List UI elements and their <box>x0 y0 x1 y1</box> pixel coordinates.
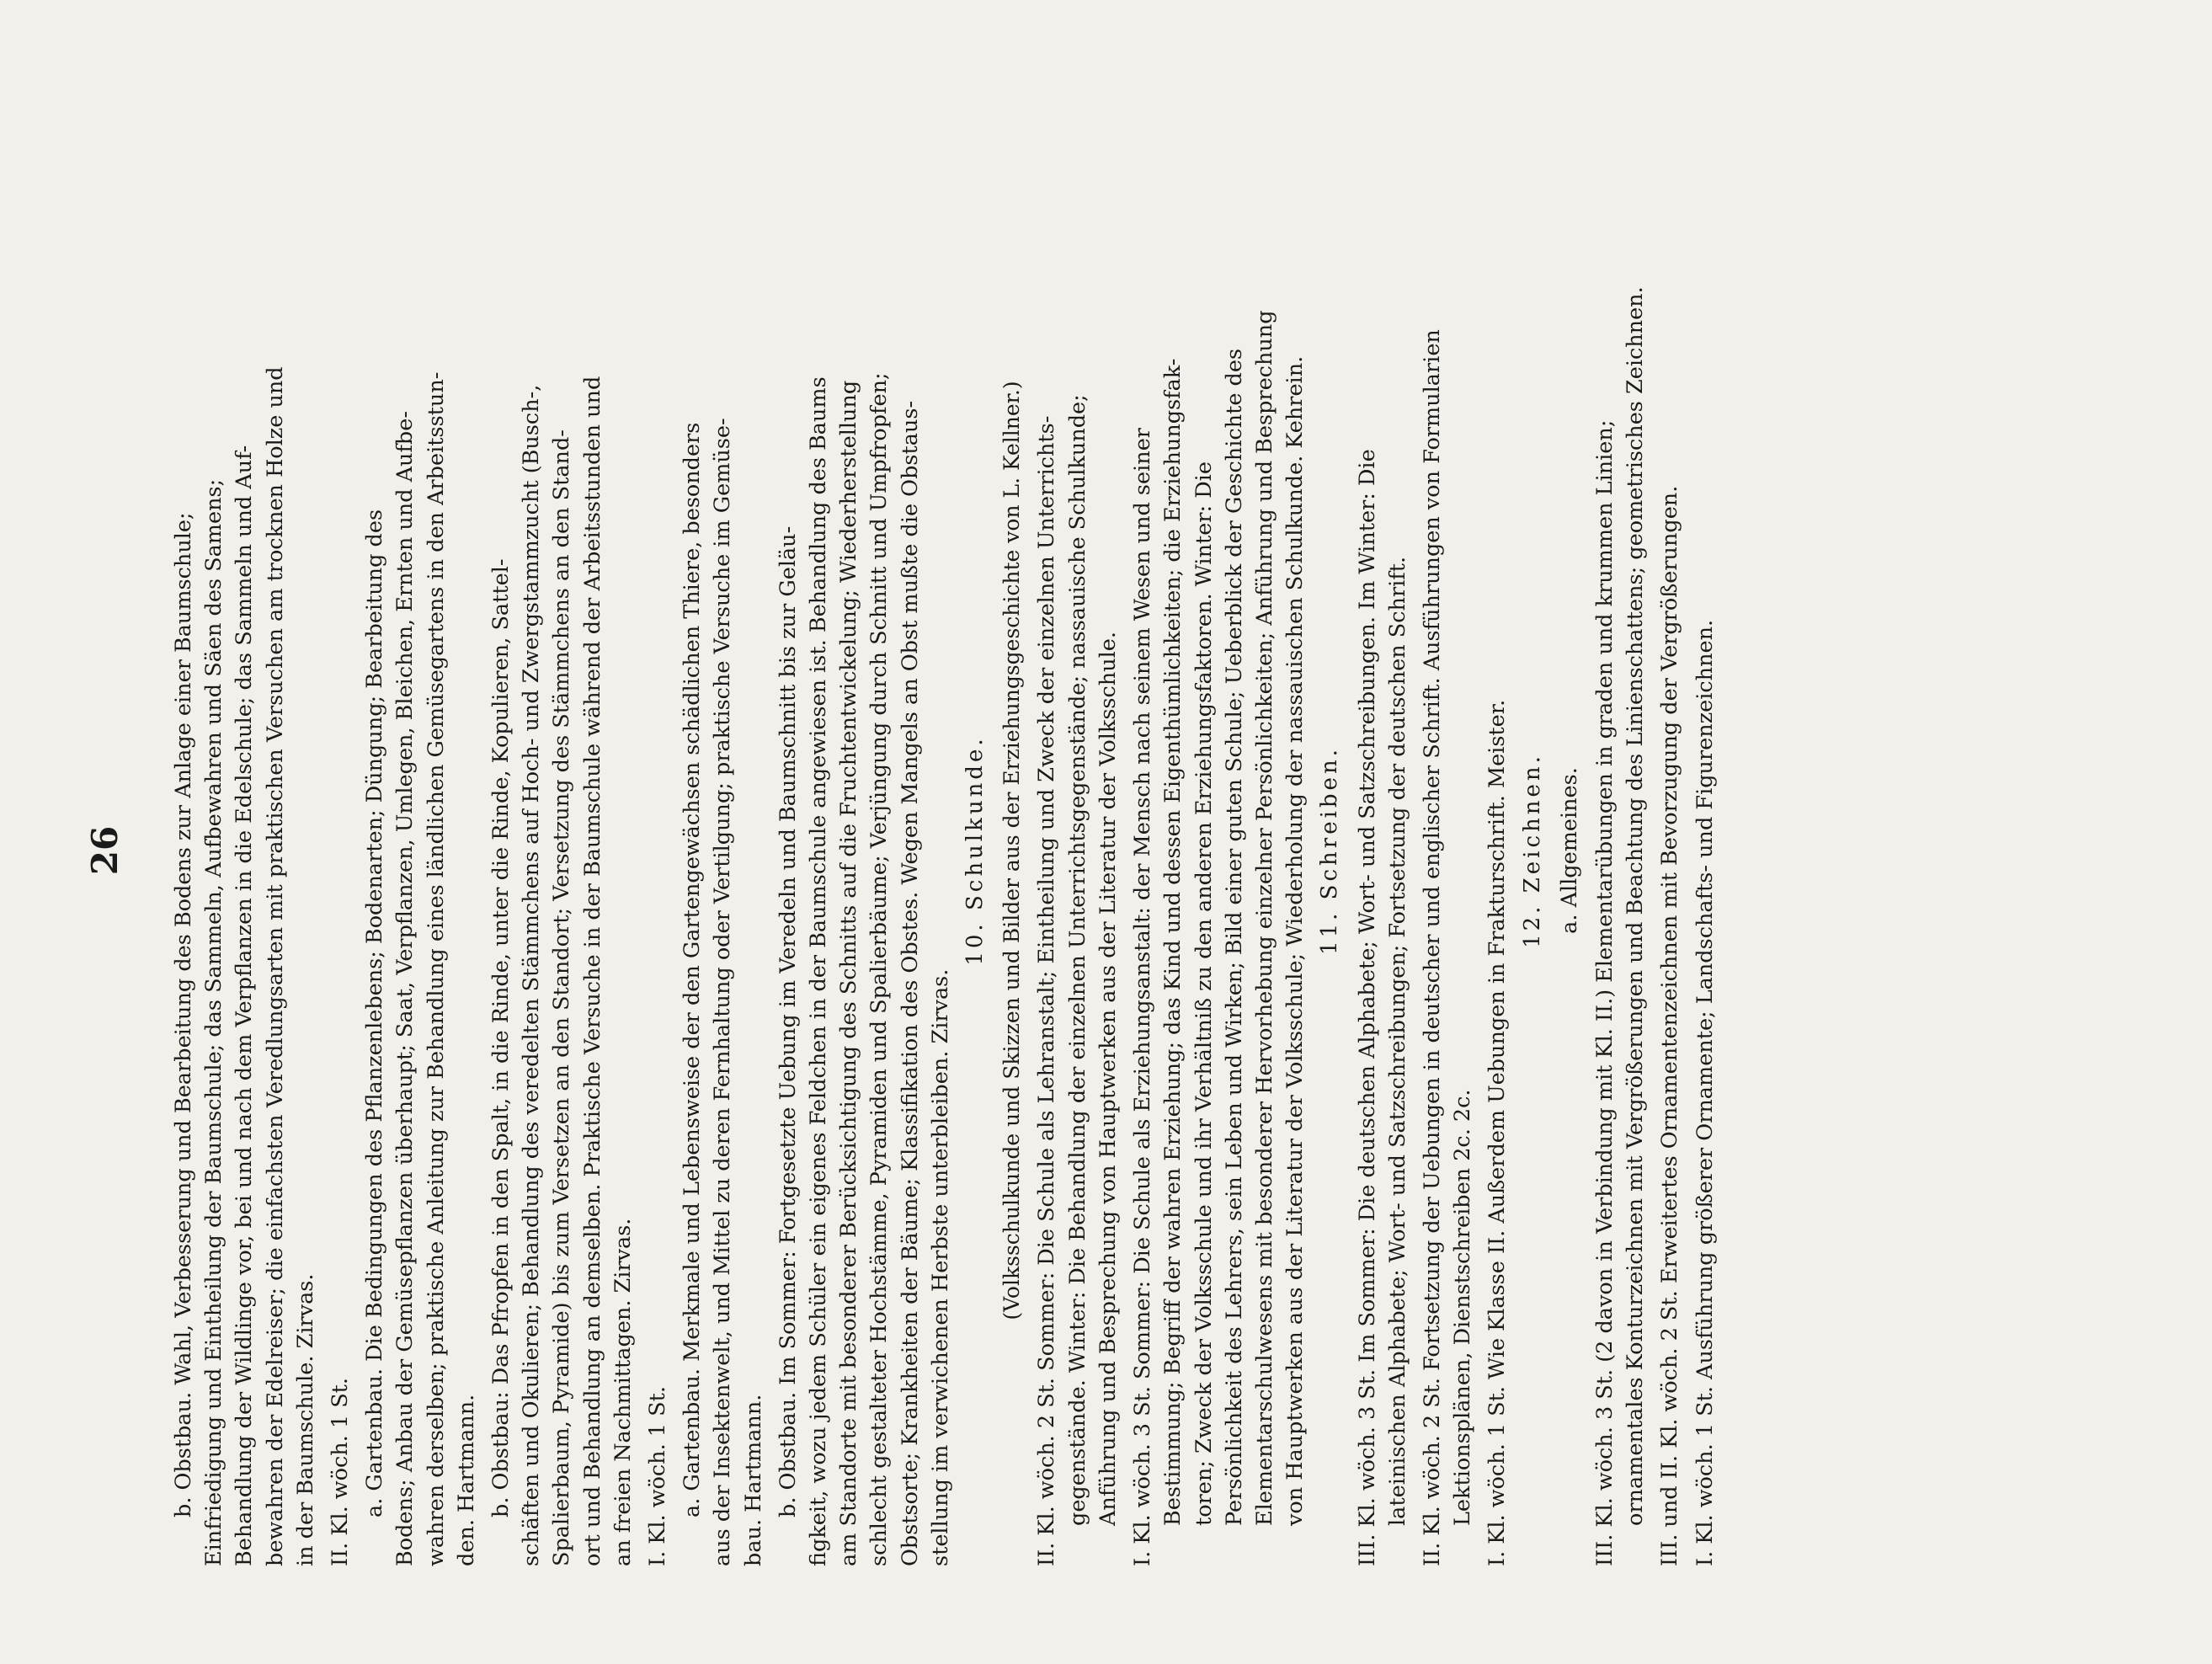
text-line: Obstsorte; Krankheiten der Bäume; Klassifikation des Obstes. Wegen Mangels an Obst mußte die Obstaus- <box>897 400 923 1566</box>
text-line: ornamentales Konturzeichnen mit Vergrößerungen und Beachtung des Linienschattens; geometrisches Zeichnen. <box>1623 286 1649 1526</box>
text-line: Spalierbaum, Pyramide) bis zum Versetzen an den Standort; Versetzung des Stämmchens an den Stand- <box>549 429 575 1566</box>
text-line: III. und II. Kl. wöch. 2 St. Erweitertes Ornamentenzeichnen mit Bevorzugung der Vergrößerungen. <box>1657 485 1683 1566</box>
section-heading <box>1314 135 1345 1566</box>
text-line: b. Obstbau. Im Sommer: Fortgesetzte Uebung im Veredeln und Baumschnitt bis zur Geläu- <box>775 525 801 1517</box>
text-line: Bodens; Anbau der Gemüsepflanzen überhaupt; Saat, Verpflanzen, Umlegen, Bleichen, Ernten und Aufbe- <box>392 411 418 1566</box>
paragraph <box>773 135 956 1566</box>
text-line: figkeit, wozu jedem Schüler ein eigenes Feldchen in der Baumschule angewiesen ist. Behandlung des Baums <box>806 376 832 1566</box>
text-line: gegenstände. Winter: Die Behandlung der einzelnen Unterrichtsgegenstände; nassauische Schulkunde; <box>1064 394 1090 1526</box>
text-line: ort und Behandlung an demselben. Praktische Versuche in der Baumschule während der Arbeitsstunden und <box>579 376 605 1566</box>
rotated-page-content <box>84 101 2139 1600</box>
paragraph <box>168 135 321 1566</box>
text-line: schlecht gestalteter Hochstämme, Pyramiden und Spalierbäume; Verjüngung durch Schnitt und Umpfropfen; <box>866 372 893 1566</box>
section-heading <box>960 135 990 1566</box>
section-subtitle <box>997 135 1027 1566</box>
page-text <box>168 135 1720 1566</box>
text-line: an freien Nachmittagen. Zirvas. <box>610 1218 636 1566</box>
class-heading <box>1690 135 1720 1566</box>
text-line: III. Kl. wöch. 3 St. Im Sommer: Die deutschen Alphabete; Wort- und Satzschreibungen. Im Winter: Die <box>1354 449 1380 1566</box>
text-line: 11. Schreiben. <box>1317 746 1343 955</box>
text-line: 12. Zeichnen. <box>1519 753 1545 948</box>
class-entry <box>1352 135 1413 1566</box>
text-line: I. Kl. wöch. 3 St. Sommer: Die Schule als Erziehungsanstalt: der Mensch nach seinem Wesen und seiner <box>1130 428 1156 1566</box>
text-line: I. Kl. wöch. 1 St. Wie Klasse II. Außerdem Uebungen in Frakturschrift. Meister. <box>1484 699 1511 1566</box>
text-line: den. Hartmann. <box>453 1394 479 1566</box>
paragraph <box>677 135 769 1566</box>
section-heading <box>1517 135 1548 1566</box>
text-line: von Hauptwerken aus der Literatur der Volksschule; Wiederholung der nassauischen Schulkunde. Kehrein. <box>1282 355 1309 1526</box>
text-line: bewahren der Edelreiser; die einfachsten Veredlungsarten mit praktischen Versuchen am trocknen Holze und <box>262 366 288 1566</box>
class-heading <box>325 135 355 1566</box>
class-entry <box>1127 135 1310 1566</box>
class-entry <box>1417 135 1478 1566</box>
text-line: schäften und Okulieren; Behandlung des veredelten Stämmchens auf Hoch- und Zwergstammzucht (Busch-, <box>519 384 545 1566</box>
text-line: Elementarschulwesens mit besonderer Hervorhebung einzelner Persönlichkeiten; Anführung und Besprechung <box>1251 310 1277 1526</box>
text-line: II. Kl. wöch. 2 St. Fortsetzung der Uebungen in deutscher und englischer Schrift. Ausführungen von Formularien <box>1419 329 1445 1566</box>
text-line: b. Obstbau. Wahl, Verbesserung und Bearbeitung des Bodens zur Anlage einer Baumschule; <box>171 512 196 1517</box>
text-line: in der Baumschule. Zirvas. <box>292 1273 318 1566</box>
text-line: II. Kl. wöch. 1 St. <box>328 1377 354 1566</box>
text-line: am Standorte mit besonderer Berücksichtigung des Schnitts auf die Fruchtentwickelung; Wiederherstellung <box>836 380 862 1566</box>
page-number: 26 <box>84 825 125 876</box>
text-line: a. Allgemeines. <box>1556 767 1582 934</box>
text-line: Behandlung der Wildlinge vor, bei und nach dem Verpflanzen in die Edelschule; das Sammeln und Auf- <box>232 445 258 1566</box>
paragraph <box>360 135 482 1566</box>
text-line: a. Gartenbau. Merkmale und Lebensweise der den Gartengewächsen schädlichen Thiere, besonders <box>680 422 706 1517</box>
class-heading <box>1655 135 1685 1566</box>
text-line: wahren derselben; praktische Anleitung zur Behandlung eines ländlichen Gemüsegartens in den Arbeitsstun- <box>423 371 449 1566</box>
text-line: bau. Hartmann. <box>740 1394 766 1566</box>
class-entry <box>1590 135 1650 1566</box>
paragraph <box>486 135 638 1566</box>
text-line: Lektionsplänen, Dienstschreiben 2c. 2c. <box>1450 1089 1476 1526</box>
text-line: II. Kl. wöch. 2 St. Sommer: Die Schule als Lehranstalt; Eintheilung und Zweck der einzelnen Unterrichts- <box>1034 415 1060 1566</box>
text-line: 10. Schulkunde. <box>962 735 989 966</box>
text-line: III. Kl. wöch. 3 St. (2 davon in Verbindung mit Kl. II.) Elementarübungen in graden und krummen Linien; <box>1591 419 1618 1566</box>
text-line: toren; Zweck der Volksschule und ihr Verhältniß zu den anderen Erziehungsfaktoren. Winter: Die <box>1191 461 1217 1526</box>
text-line: Einfriedigung und Eintheilung der Baumschule; das Sammeln, Aufbewahren und Säen des Samens; <box>201 478 227 1566</box>
class-heading <box>1482 135 1512 1566</box>
text-line: (Volksschulkunde und Skizzen und Bilder aus der Erziehungsgeschichte von L. Kellner.) <box>999 381 1025 1320</box>
text-line: I. Kl. wöch. 1 St. <box>645 1386 671 1566</box>
class-heading <box>642 135 673 1566</box>
class-entry <box>1031 135 1123 1566</box>
text-line: I. Kl. wöch. 1 St. Ausführung größerer Ornamente; Landschafts- und Figurenzeichnen. <box>1692 619 1718 1566</box>
text-line: a. Gartenbau. Die Bedingungen des Pflanzenlebens; Bodenarten; Düngung; Bearbeitung des <box>362 509 388 1517</box>
text-line: stellung im verwichenen Herbste unterbleiben. Zirvas. <box>927 968 953 1566</box>
text-line: lateinischen Alphabete; Wort- und Satzschreibungen; Fortsetzung der deutschen Schrift. <box>1384 556 1410 1526</box>
subsection-heading <box>1554 135 1585 1566</box>
text-line: Persönlichkeit des Lehrers, sein Leben und Wirken; Bild einer guten Schule; Ueberblick der Geschichte des <box>1221 348 1247 1526</box>
text-line: b. Obstbau: Das Pfropfen in den Spalt, in die Rinde, unter die Rinde, Kopulieren, Sattel- <box>488 558 514 1517</box>
text-line: Anführung und Besprechung von Hauptwerken aus der Literatur der Volksschule. <box>1095 632 1121 1526</box>
text-line: Bestimmung; Begriff der wahren Erziehung; das Kind und dessen Eigenthümlichkeiten; die Erziehungsfak- <box>1160 358 1186 1526</box>
text-line: aus der Insektenwelt, und Mittel zu deren Fernhaltung oder Vertilgung; praktische Versuche im Gemüse- <box>710 418 736 1566</box>
